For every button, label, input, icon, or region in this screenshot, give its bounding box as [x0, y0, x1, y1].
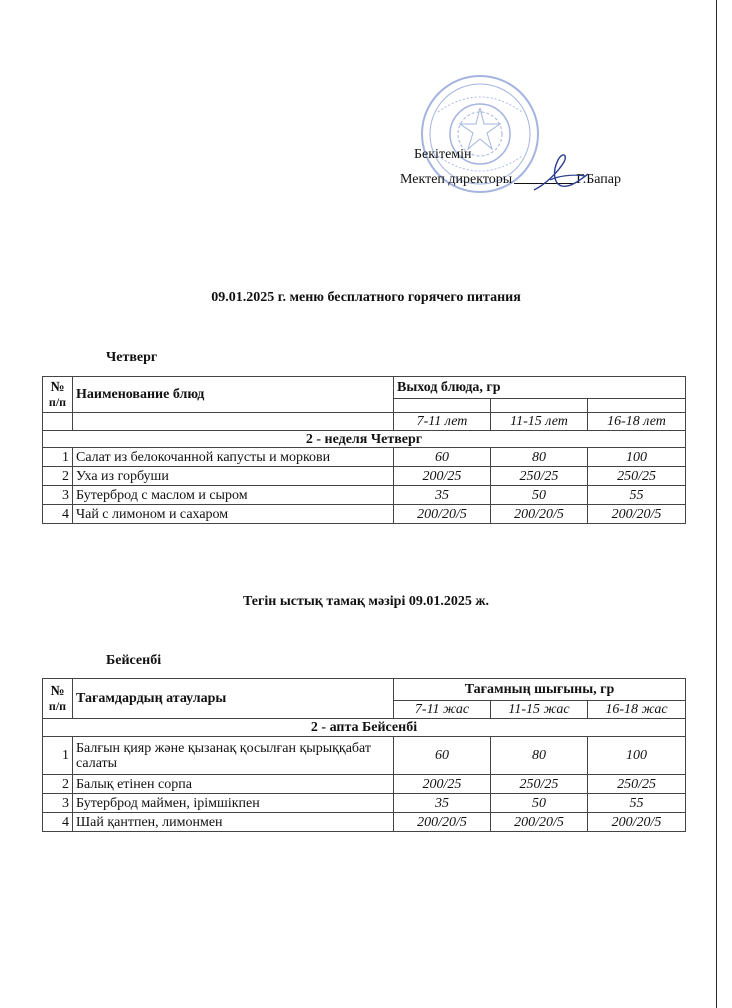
output-header: Выход блюда, гр — [394, 377, 686, 399]
dish-name: Бутерброд маймен, ірімшікпен — [73, 794, 394, 813]
portion-value: 200/25 — [394, 467, 491, 486]
menu-table-ru — [42, 376, 686, 524]
portion-value: 250/25 — [588, 775, 686, 794]
portion-value: 200/20/5 — [491, 813, 588, 832]
director-title: Мектеп директоры — [400, 172, 513, 187]
age-group: 7-11 жас — [394, 701, 491, 719]
portion-value: 250/25 — [491, 467, 588, 486]
portion-value: 50 — [491, 794, 588, 813]
menu-title-kz: Тегін ыстық тамақ мәзірі 09.01.2025 ж. — [243, 594, 489, 609]
approval-label: Бекітемін — [414, 147, 472, 162]
menu-table-kz — [42, 678, 686, 832]
portion-value: 250/25 — [588, 467, 686, 486]
output-header: Тағамның шығыны, гр — [394, 679, 686, 701]
row-number: 2 — [43, 775, 73, 794]
row-number: 4 — [43, 505, 73, 524]
portion-value: 200/20/5 — [491, 505, 588, 524]
portion-value: 80 — [491, 448, 588, 467]
num-header — [43, 377, 73, 413]
portion-value: 100 — [588, 448, 686, 467]
row-number: 2 — [43, 467, 73, 486]
portion-value: 250/25 — [491, 775, 588, 794]
num-header-line1: № — [50, 379, 65, 395]
portion-value: 200/20/5 — [394, 505, 491, 524]
dish-name: Балық етінен сорпа — [73, 775, 394, 794]
portion-value: 60 — [394, 448, 491, 467]
age-group: 16-18 лет — [588, 413, 686, 431]
dish-name: Чай с лимоном и сахаром — [73, 505, 394, 524]
table-row — [43, 486, 686, 505]
age-group: 16-18 жас — [588, 701, 686, 719]
name-header: Наименование блюд — [73, 377, 394, 413]
table-row — [43, 813, 686, 832]
portion-value: 35 — [394, 794, 491, 813]
table-row — [43, 448, 686, 467]
num-header-line1: № — [50, 683, 65, 699]
day-label-ru: Четверг — [106, 350, 158, 365]
table-row — [43, 505, 686, 524]
empty-cell — [491, 399, 588, 413]
name-header: Тағамдардың атаулары — [73, 679, 394, 719]
empty-cell — [588, 399, 686, 413]
num-header-line2: п/п — [48, 394, 67, 409]
dish-name: Салат из белокочанной капусты и моркови — [73, 448, 394, 467]
portion-value: 100 — [588, 737, 686, 775]
age-group: 11-15 лет — [491, 413, 588, 431]
age-group: 7-11 лет — [394, 413, 491, 431]
empty-cell — [73, 413, 394, 431]
portion-value: 50 — [491, 486, 588, 505]
dish-name: Балғын қияр және қызанақ қосылған қырыққабат салаты — [73, 737, 394, 775]
table-row — [43, 467, 686, 486]
portion-value: 35 — [394, 486, 491, 505]
table-row — [43, 737, 686, 775]
num-header-line2: п/п — [48, 698, 67, 713]
portion-value: 200/20/5 — [588, 813, 686, 832]
dish-name: Шай қантпен, лимонмен — [73, 813, 394, 832]
portion-value: 55 — [588, 486, 686, 505]
portion-value: 200/20/5 — [588, 505, 686, 524]
age-group: 11-15 жас — [491, 701, 588, 719]
table-row — [43, 794, 686, 813]
week-row — [43, 431, 686, 448]
age-group-row — [43, 413, 686, 431]
row-number: 3 — [43, 794, 73, 813]
row-number: 1 — [43, 737, 73, 775]
week-label: 2 - апта Бейсенбі — [43, 719, 686, 737]
num-header — [43, 679, 73, 719]
portion-value: 60 — [394, 737, 491, 775]
handwritten-signature — [528, 150, 598, 196]
portion-value: 80 — [491, 737, 588, 775]
menu-title-ru: 09.01.2025 г. меню бесплатного горячего питания — [211, 290, 521, 305]
portion-value: 200/20/5 — [394, 813, 491, 832]
empty-cell — [394, 399, 491, 413]
table-header-row — [43, 679, 686, 701]
scan-edge-line — [716, 0, 717, 1008]
portion-value: 200/25 — [394, 775, 491, 794]
day-label-kz: Бейсенбі — [106, 653, 162, 668]
week-label: 2 - неделя Четверг — [43, 431, 686, 448]
row-number: 3 — [43, 486, 73, 505]
empty-cell — [43, 413, 73, 431]
row-number: 4 — [43, 813, 73, 832]
table-row — [43, 775, 686, 794]
week-row — [43, 719, 686, 737]
table-header-row — [43, 377, 686, 399]
director-name: Г.Бапар — [576, 172, 622, 187]
dish-name: Уха из горбуши — [73, 467, 394, 486]
dish-name: Бутерброд с маслом и сыром — [73, 486, 394, 505]
row-number: 1 — [43, 448, 73, 467]
portion-value: 55 — [588, 794, 686, 813]
